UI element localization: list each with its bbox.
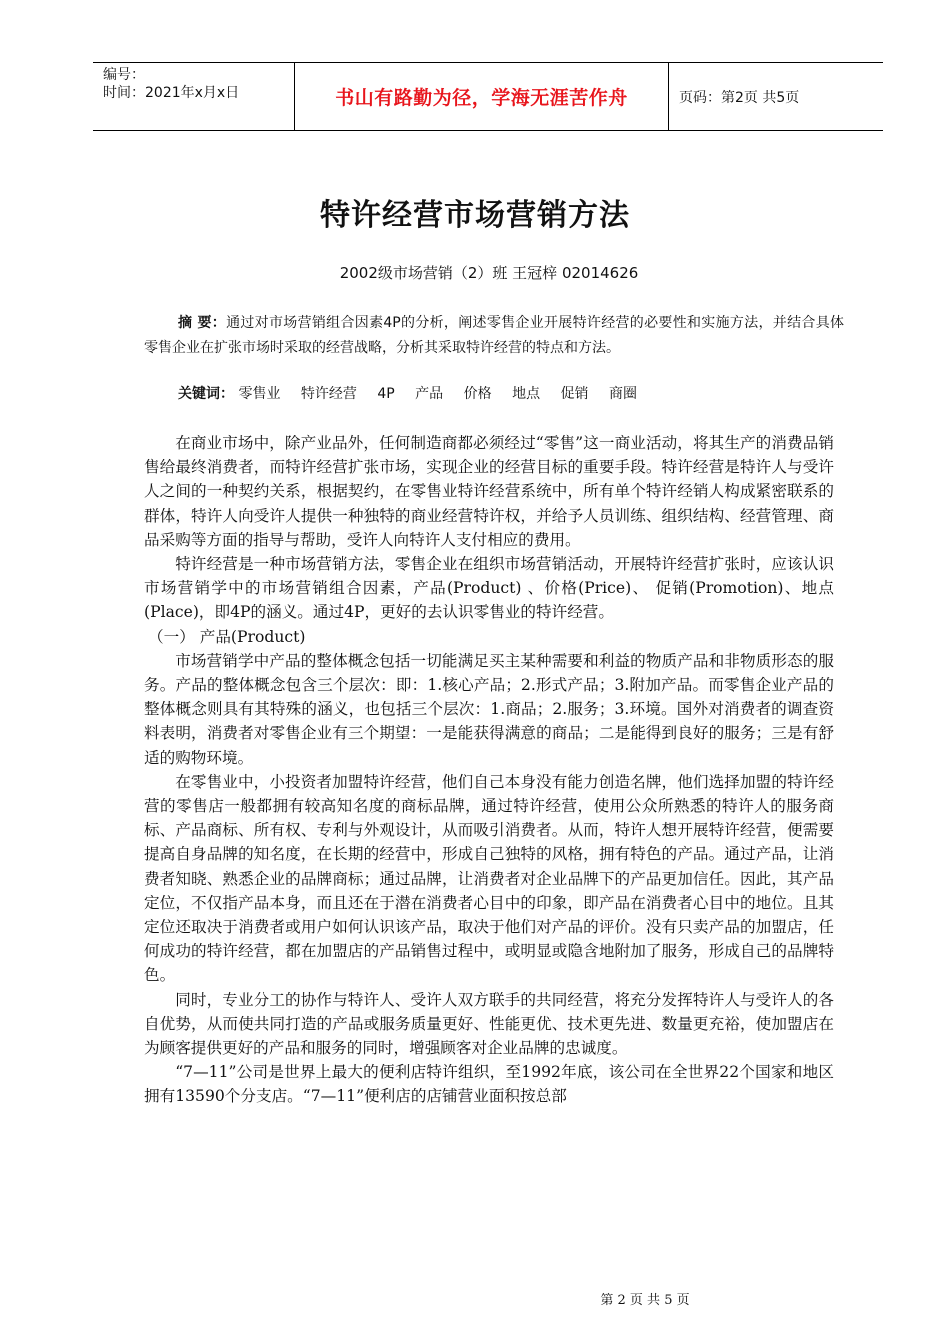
keyword: 特许经营 xyxy=(300,386,357,402)
header-number-label: 编号： xyxy=(103,67,145,83)
header-motto: 书山有路勤为径，学海无涯苦作舟 xyxy=(295,63,669,130)
keyword: 4P xyxy=(377,386,395,402)
keyword: 零售业 xyxy=(238,386,281,402)
paragraph: 市场营销学中产品的整体概念包括一切能满足买主某种需要和利益的物质产品和非物质形态的服务。产品的整体概念包含三个层次：即：1.核心产品；2.形式产品；3.附加产品。而零售企业产品的整体概念则具有其特殊的涵义，也包括三个层次：1.商品；2.服务；3.环境。国外对消费者的调查资料表明，消费者对零售企业有三个期望：一是能获得满意的商品；二是能得到良好的服务；三是有舒适的购物环境。 xyxy=(144,651,834,767)
page-footer: 第 2 页 共 5 页 xyxy=(600,1293,690,1308)
paragraph: 同时，专业分工的协作与特许人、受许人双方联手的共同经营，将充分发挥特许人与受许人的各自优势，从而使共同打造的产品或服务质量更好、性能更优、技术更先进、数量更充裕，使加盟店在为顾客提供更好的产品和服务的同时，增强顾客对企业品牌的忠诚度。 xyxy=(144,990,834,1058)
abstract xyxy=(144,311,844,361)
abstract-text: 通过对市场营销组合因素4P的分析，阐述零售企业开展特许经营的必要性和实施方法，并结合具体零售企业在扩张市场时采取的经营战略，分析其采取特许经营的特点和方法。 xyxy=(144,315,844,356)
keyword: 价格 xyxy=(463,386,492,402)
paragraph: 在商业市场中，除产业品外，任何制造商都必须经过“零售”这一商业活动，将其生产的消费品销售给最终消费者，而特许经营扩张市场，实现企业的经营目标的重要手段。特许经营是特许人与受许人之间的一种契约关系，根据契约，在零售业特许经营系统中，所有单个特许经销人构成紧密联系的群体，特许人向受许人提供一种独特的商业经营特许权，并给予人员训练、组织结构、经营管理、商品采购等方面的指导与帮助，受许人向特许人支付相应的费用。 xyxy=(144,434,834,549)
header-time-label: 时间：2021年x月x日 xyxy=(103,85,240,101)
keyword: 促销 xyxy=(560,386,589,402)
keywords-label: 关键词： xyxy=(178,386,234,402)
document-title: 特许经营市场营销方法 xyxy=(320,198,630,233)
keyword: 产品 xyxy=(415,386,444,402)
header-meta xyxy=(93,63,295,130)
abstract-label: 摘 要： xyxy=(178,315,227,331)
author-byline: 2002级市场营销（2）班 王冠梓 02014626 xyxy=(339,264,639,282)
header-page-label: 页码：第2页 共5页 xyxy=(679,89,800,106)
paragraph: 在零售业中，小投资者加盟特许经营，他们自己本身没有能力创造名牌，他们选择加盟的特许经营的零售店一般都拥有较高知名度的商标品牌，通过特许经营，使用公众所熟悉的特许人的服务商标、产品商标、所有权、专利与外观设计，从而吸引消费者。从而，特许人想开展特许经营，便需要提高自身品牌的知名度，在长期的经营中，形成自己独特的风格，拥有特色的产品。通过产品，让消费者知晓、熟悉企业的品牌商标；通过品牌，让消费者对企业品牌下的产品更加信任。因此，其产品定位，不仅指产品本身，而且还在于潜在消费者心目中的印象，即产品在消费者心目中的地位。且其定位还取决于消费者或用户如何认识该产品，取决于他们对产品的评价。没有只卖产品的加盟店，任何成功的特许经营，都在加盟店的产品销售过程中，或明显或隐含地附加了服务，形成自己的品牌特色。 xyxy=(144,772,834,985)
section-heading: （一） 产品(Product) xyxy=(148,627,306,646)
keyword: 商圈 xyxy=(608,386,637,402)
body-text xyxy=(144,431,834,1109)
paragraph: 特许经营是一种市场营销方法，零售企业在组织市场营销活动，开展特许经营扩张时，应该认识市场营销学中的市场营销组合因素，产品(Product) 、价格(Price)、 促销(Promotion)、地点(Place)，即4P的涵义。通过4P，更好的去认识零售业的特许经营。 xyxy=(144,555,834,622)
keyword: 地点 xyxy=(512,386,541,402)
page-header xyxy=(93,62,883,131)
paragraph: “7—11”公司是世界上最大的便利店特许组织，至1992年底，该公司在全世界22个国家和地区拥有13590个分支店。“7—11”便利店的店铺营业面积按总部 xyxy=(144,1063,834,1106)
keywords xyxy=(178,383,858,403)
